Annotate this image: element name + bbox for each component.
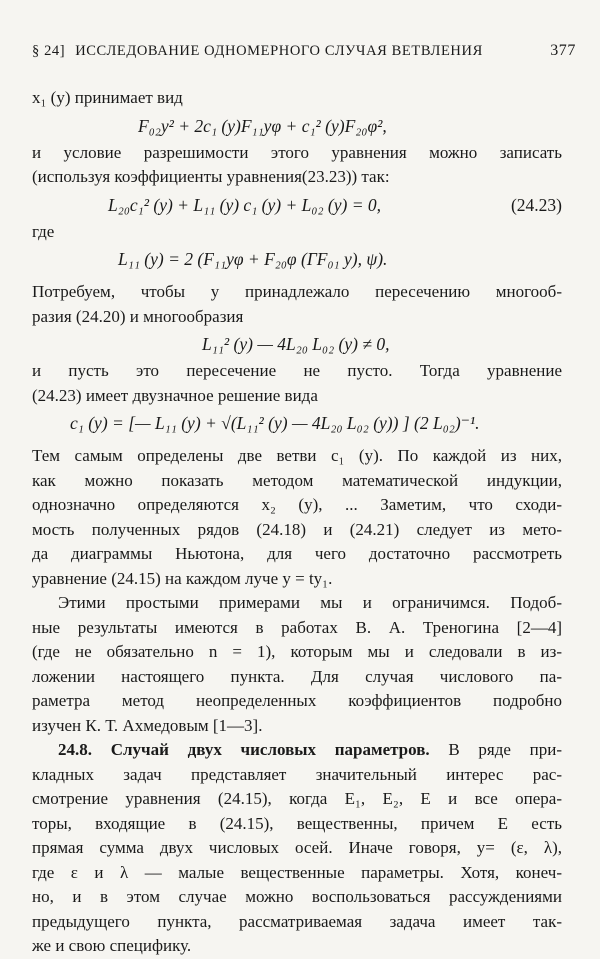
formula-4: L₁₁² (y) — 4L₂₀ L₀₂ (y) ≠ 0, xyxy=(202,334,390,354)
subsection-line: 24.8. Случай двух числовых параметров. В ряде при- xyxy=(58,740,562,759)
text-line: же и свою специфику. xyxy=(32,936,192,955)
text-line: и условие разрешимости этого уравнения можно записать xyxy=(32,142,562,162)
subsection-heading: 24.8. Случай двух числовых параметров. xyxy=(58,740,430,759)
formula-5: c₁ (y) = [— L₁₁ (y) + √(L₁₁² (y) — 4L₂₀ L₀₂ (y)) ] (2 L₀₂)⁻¹. xyxy=(70,413,480,433)
text-line: да диаграммы Ньютона, для чего достаточно рассмотреть xyxy=(32,544,562,563)
text-line: изучен К. Т. Ахмедовым [1—3]. xyxy=(32,715,263,735)
text-line: где xyxy=(32,221,55,241)
equation-number: (24.23) xyxy=(510,194,562,215)
chapter-title: ИССЛЕДОВАНИЕ ОДНОМЕРНОГО СЛУЧАЯ ВЕТВЛЕНИЯ xyxy=(75,43,483,59)
running-header xyxy=(32,42,576,60)
text-line: но, и в этом случае можно воспользоваться рассуждениями xyxy=(32,887,562,906)
text-line: Потребуем, чтобы y принадлежало пересечению многооб- xyxy=(32,282,562,301)
text-line: прямая сумма двух числовых осей. Иначе говоря, y= (ε, λ), xyxy=(32,838,562,857)
text-line: (используя коэффициенты уравнения(23.23)) так: xyxy=(32,167,390,186)
text-line: (24.23) имеет двузначное решение вида xyxy=(32,385,318,405)
text-line: как можно показать методом математической индукции, xyxy=(32,470,562,490)
text-line: ные результаты имеются в работах В. А. Треногина [2—4] xyxy=(32,617,562,637)
text-line: где ε и λ — малые вещественные параметры. Хотя, конеч- xyxy=(32,862,562,882)
formula-2: (24.23) L₂₀c₁² (y) + L₁₁ (y) c₁ (y) + L₀₂ (y) = 0, xyxy=(32,190,562,220)
page-number: 377 xyxy=(550,42,576,59)
text-line: торы, входящие в (24.15), вещественны, причем E есть xyxy=(32,813,562,833)
text-line: разия (24.20) и многообразия xyxy=(32,306,244,326)
text-line: однозначно определяются x₂ (y), ... Заметим, что сходи- xyxy=(32,495,562,514)
text-line: раметра метод неопределенных коэффициентов подробно xyxy=(32,691,562,710)
text-line: кладных задач представляет значительный интерес рас- xyxy=(32,764,562,784)
page-body xyxy=(32,86,562,959)
text-line: и пусть это пересечение не пусто. Тогда уравнение xyxy=(32,361,562,380)
text-line: Тем самым определены две ветви c₁ (y). По каждой из них, xyxy=(32,446,562,465)
text-line: мость полученных рядов (24.18) и (24.21) следует из мето- xyxy=(32,519,562,539)
text-line: предыдущего пункта, рассматриваемая задача имеет так- xyxy=(32,911,562,931)
text-line: уравнение (24.15) на каждом луче y = ty₁. xyxy=(32,568,333,588)
text-line: Этими простыми примерами мы и ограничимся. Подоб- xyxy=(58,593,562,612)
formula-1: F₀₂y² + 2c₁ (y)F₁₁yφ + c₁² (y)F₂₀φ², xyxy=(138,115,387,136)
text-line: x₁ (y) принимает вид xyxy=(32,88,183,107)
text-line: смотрение уравнения (24.15), когда E₁, E₂, E и все опера- xyxy=(32,789,562,808)
formula-3: L₁₁ (y) = 2 (F₁₁yφ + F₂₀φ (ΓF₀₁ y), ψ). xyxy=(118,249,388,269)
section-number: § 24] xyxy=(32,43,66,59)
text-line: ложении настоящего пункта. Для случая числового па- xyxy=(32,666,562,686)
text-line: (где не обязательно n = 1), которым мы и следовали в из- xyxy=(32,642,562,661)
